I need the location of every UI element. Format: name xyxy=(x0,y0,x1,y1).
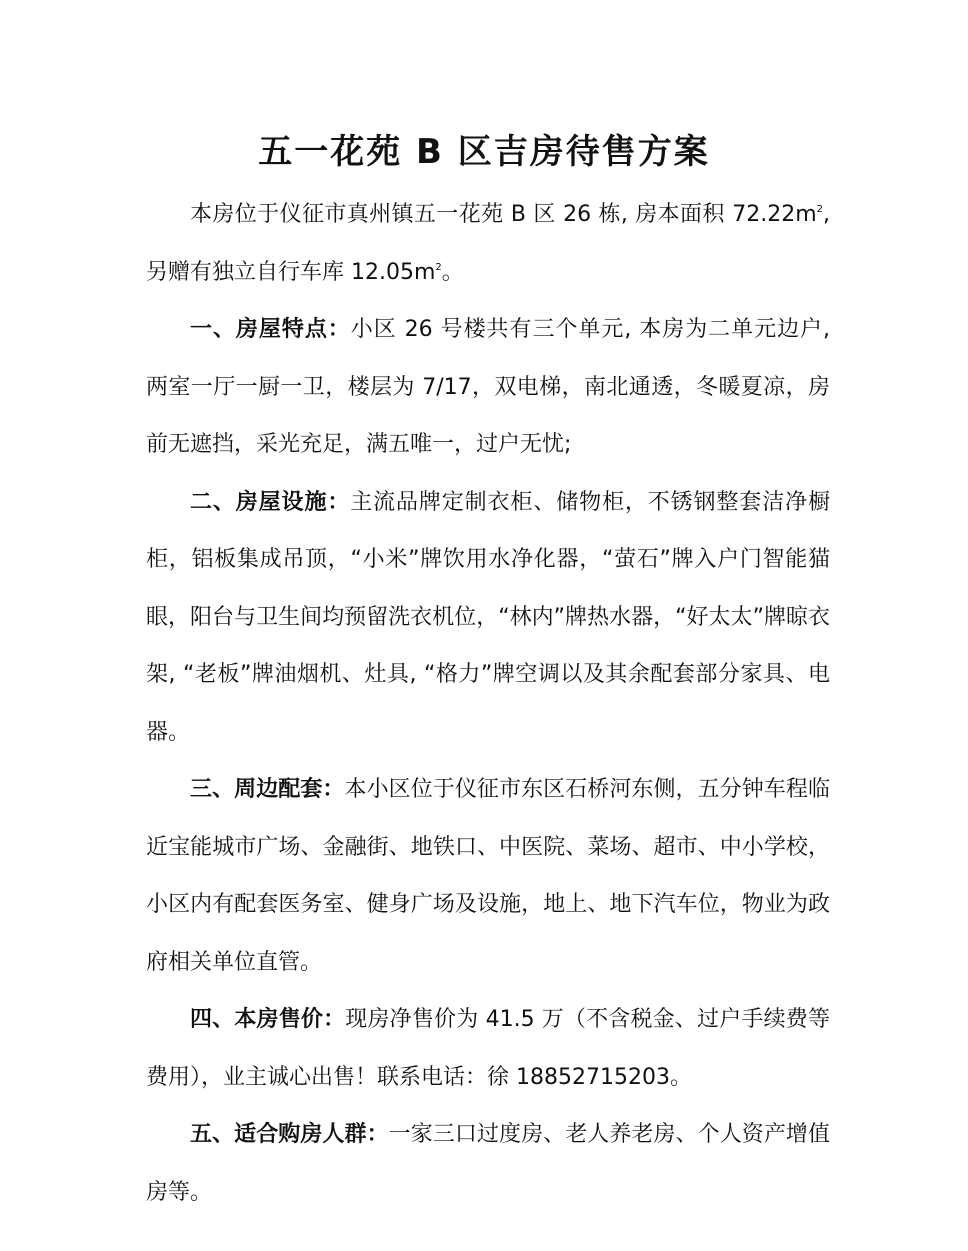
section-buyers xyxy=(146,1106,830,1221)
intro-paragraph xyxy=(146,186,830,301)
section-heading: 四、本房售价： xyxy=(190,1007,346,1032)
intro-text-3: 。 xyxy=(441,259,464,285)
section-surroundings xyxy=(146,761,830,991)
document-title: 五一花苑 B 区吉房待售方案 xyxy=(258,132,710,172)
section-features xyxy=(146,301,830,474)
document-body xyxy=(146,186,830,1221)
section-heading: 五、适合购房人群： xyxy=(190,1122,389,1147)
section-price xyxy=(146,991,830,1106)
section-facilities xyxy=(146,474,830,762)
section-heading: 三、周边配套： xyxy=(190,777,345,802)
area-superscript-1: 2 xyxy=(816,204,823,215)
section-heading: 二、房屋设施： xyxy=(190,489,351,515)
intro-text-2: , 另赠有独立自行车库 12.05m xyxy=(146,202,830,285)
area-superscript-2: 2 xyxy=(435,261,442,273)
section-body: 主流品牌定制衣柜、储物柜，不锈钢整套洁净橱柜，铝板集成吊顶，“小米”牌饮用水净化器，“萤石”牌入户门智能猫眼，阳台与卫生间均预留洗衣机位，“林内”牌热水器，“好太太”牌晾衣架, “老板”牌油烟机、灶具, “格力”牌空调以及其余配套部分家具、电器。 xyxy=(146,489,830,745)
section-heading: 一、房屋特点： xyxy=(190,317,351,342)
section-body: 本小区位于仪征市东区石桥河东侧，五分钟车程临近宝能城市广场、金融街、地铁口、中医院、菜场、超市、中小学校，小区内有配套医务室、健身广场及设施，地上、地下汽车位，物业为政府相关单位直管。 xyxy=(146,777,830,975)
section-body: 小区 26 号楼共有三个单元, 本房为二单元边户, 两室一厅一厨一卫，楼层为 7/17，双电梯，南北通透，冬暖夏凉，房前无遮挡，采光充足，满五唯一，过户无忧; xyxy=(146,317,830,457)
section-body: 一家三口过度房、老人养老房、个人资产增值房等。 xyxy=(146,1122,830,1205)
intro-text-1: 本房位于仪征市真州镇五一花苑 B 区 26 栋, 房本面积 72.22m xyxy=(190,202,817,227)
section-body: 现房净售价为 41.5 万（不含税金、过户手续费等费用），业主诚心出售！联系电话：徐 18852715203。 xyxy=(146,1007,830,1090)
